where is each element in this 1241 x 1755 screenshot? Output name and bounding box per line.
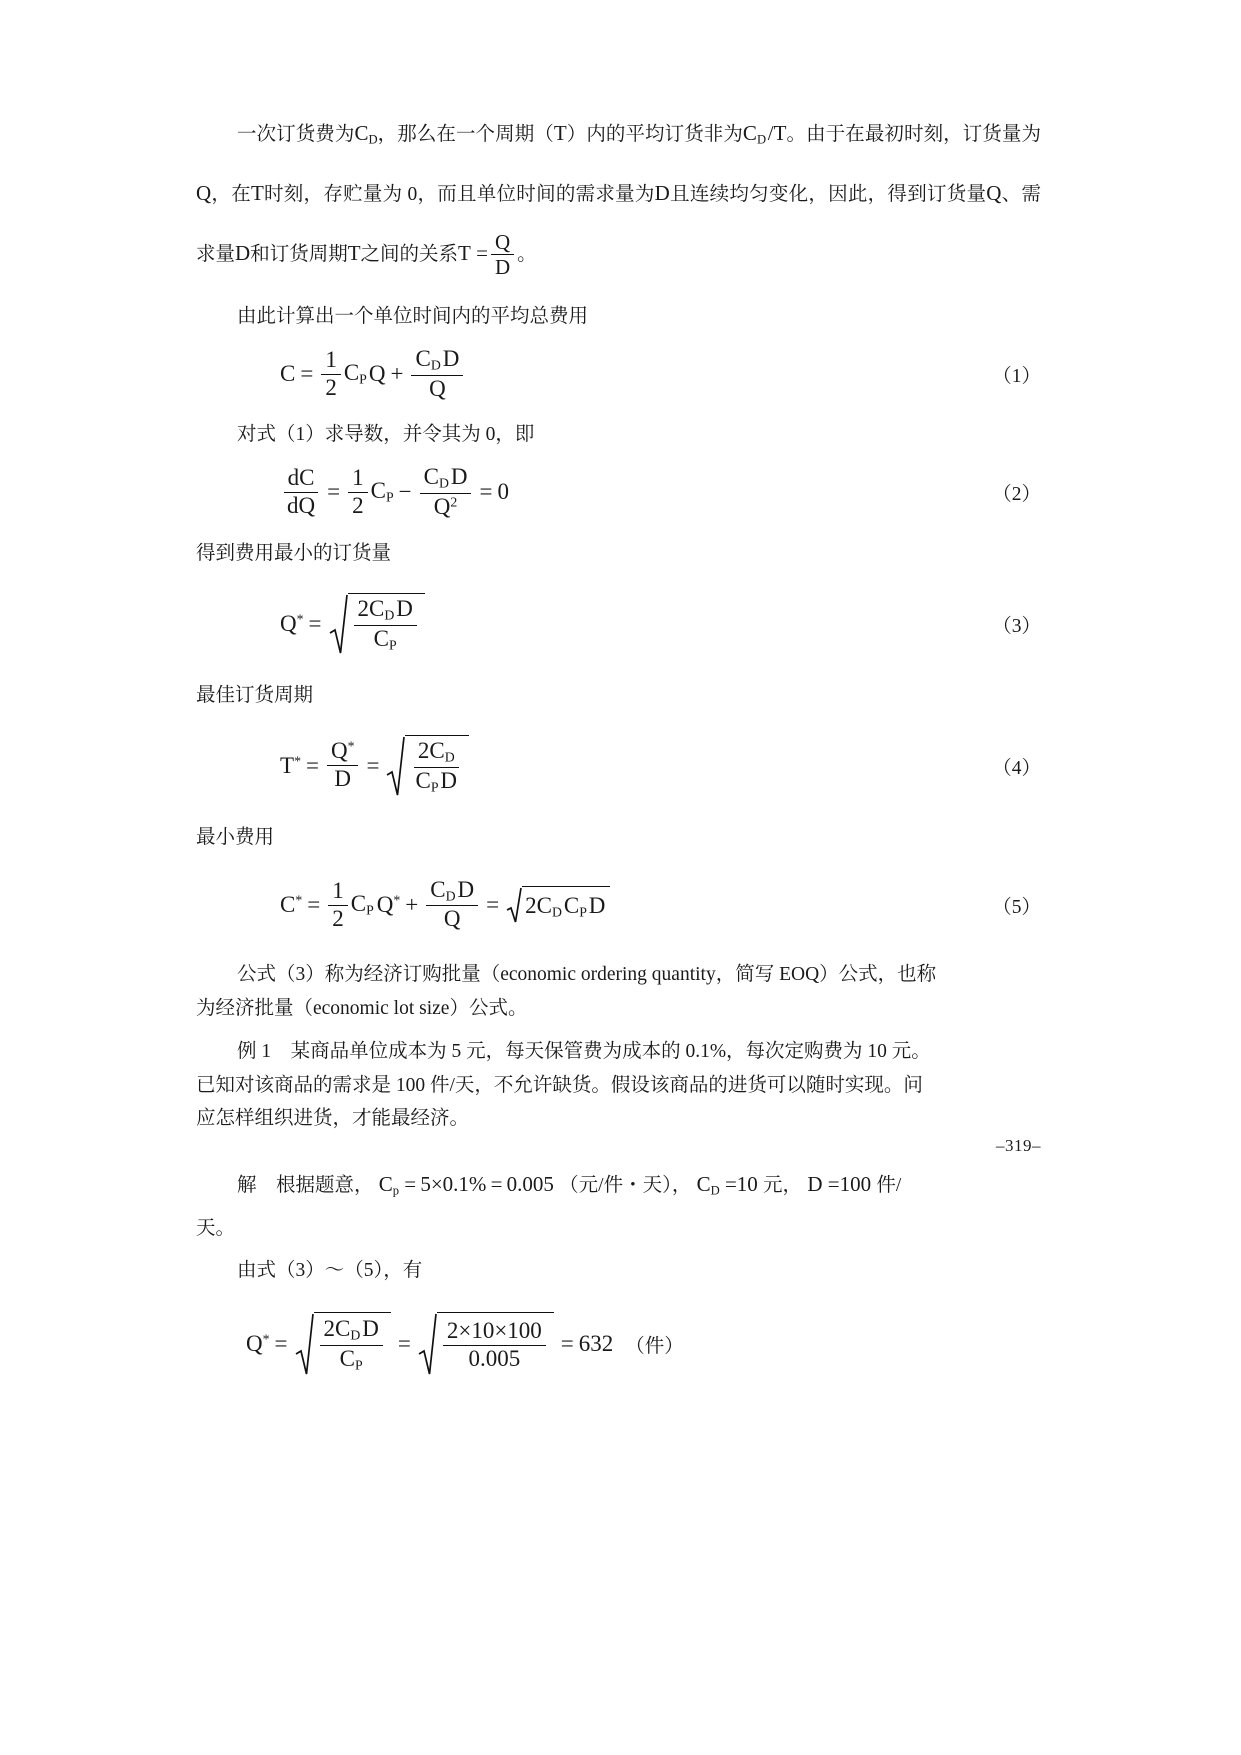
lead-average-cost-text: 由此计算出一个单位时间内的平均总费用 xyxy=(236,305,588,327)
lead-average-cost xyxy=(196,300,1041,334)
symbol-t-3: T xyxy=(347,240,361,265)
equation-4-body: T* = $\frac{Q^*}{D}$ = $\frac{2C_D}{C_P D}$ xyxy=(280,735,471,797)
lead-min-cost-text: 最小费用 xyxy=(196,826,275,848)
equation-3-number: （3） xyxy=(992,616,1041,637)
intro-text-12: 之间的关系 xyxy=(360,243,459,265)
intro-text-8: 且连续均匀 xyxy=(669,183,769,205)
symbol-t-1: T xyxy=(553,121,567,145)
eoq-note-line-2: 为经济批量（economic lot size）公式。 xyxy=(196,997,528,1019)
by-formulas-text: 由式（3）～（5），有 xyxy=(236,1259,423,1281)
symbol-d-1: D xyxy=(654,180,670,205)
lead-best-cycle xyxy=(196,679,1041,713)
intro-text-6: ，在 xyxy=(211,183,251,205)
inline-equation-t-equals-q-over-d: T = $\frac{Q}{D}$ xyxy=(458,241,517,265)
equation-1-number: （1） xyxy=(992,366,1041,388)
equation-4 xyxy=(196,729,1041,803)
intro-text-3: ）内的平均订货非为 xyxy=(566,124,743,145)
intro-text-9: 变化，因此，得到订货量 xyxy=(768,183,987,205)
radical-icon xyxy=(418,1312,437,1376)
intro-text-11: 和订货周期 xyxy=(250,243,348,265)
equation-3-body: Q* = $\frac{2C_D D}{C_P}$ xyxy=(280,593,427,655)
solution-label: 解 根据题意， xyxy=(236,1174,374,1196)
solution-cd-expression: $C_D =10$ xyxy=(691,1171,764,1198)
equation-2 xyxy=(196,465,1041,519)
intro-text-7: 时刻，存贮量为 0，而且单位时间的需求量为 xyxy=(263,183,655,205)
equation-2-number: （2） xyxy=(992,484,1041,506)
symbol-q-2: Q xyxy=(986,180,1002,205)
radical-icon xyxy=(506,886,522,924)
equation-5 xyxy=(196,870,1041,940)
intro-text-10: 、需求量 xyxy=(196,183,1041,265)
equation-3 xyxy=(196,587,1041,661)
lead-derivative-text: 对式（1）求导数，并令其为 0，即 xyxy=(236,423,535,445)
equation-1-body: C = $\frac{1}{2}$ $C_P$ Q + $\frac{C_D D}{Q}$ xyxy=(280,347,466,401)
equation-4-number: （4） xyxy=(992,757,1041,779)
radical-icon xyxy=(295,1312,314,1376)
symbol-d-2: D xyxy=(235,240,251,265)
symbol-q-1: Q xyxy=(196,180,212,205)
solution-line-2: 天。 xyxy=(196,1217,236,1239)
by-formulas-line xyxy=(196,1254,1041,1288)
solution-unit-3: 件/ xyxy=(876,1174,902,1196)
solution-paragraph xyxy=(196,1160,1041,1209)
lead-min-order-text: 得到费用最小的订货量 xyxy=(196,543,392,565)
equation-final-q-star xyxy=(196,1305,1041,1383)
solution-cp-expression: $C_p = 5\times 0.1\% = 0.005$ xyxy=(373,1171,560,1198)
solution-d-expression: D =100 xyxy=(802,1171,877,1196)
example-line-2: 已知对该商品的需求是 100 件/天，不允许缺货。假设该商品的进货可以随时实现。问 xyxy=(196,1074,923,1096)
equation-final-body: Q* = $\frac{2C_D D}{C_P}$ = $\frac{2\times 10\times 100}{0.005}$ = 632 （件） xyxy=(246,1312,684,1376)
lead-derivative xyxy=(196,418,1041,452)
intro-text-13: 。 xyxy=(517,243,537,265)
lead-min-cost xyxy=(196,821,1041,855)
example-line-1: 例 1 某商品单位成本为 5 元，每天保管费为成本的 0.1%，每次定购费为 10 元。 xyxy=(236,1041,931,1063)
symbol-cd-over-t: $C_D$ /T xyxy=(742,121,787,147)
solution-unit-1: （元/件・天）， xyxy=(559,1174,692,1196)
page-content xyxy=(196,104,1041,1383)
symbol-cd-1: $C_D$ xyxy=(354,121,378,147)
equation-1 xyxy=(196,347,1041,401)
example-paragraph xyxy=(196,1035,1041,1136)
lead-best-cycle-text: 最佳订货周期 xyxy=(196,685,314,706)
symbol-t-2: T xyxy=(250,180,264,205)
example-line-3: 应怎样组织进货，才能最经济。 xyxy=(196,1108,470,1130)
equation-5-number: （5） xyxy=(992,897,1041,919)
eoq-note-line-1: 公式（3）称为经济订购批量（economic ordering quantity，简写 EOQ）公式，也称 xyxy=(236,964,937,986)
lead-min-order xyxy=(196,537,1041,571)
equation-5-body: C* = $\frac{1}{2}$ $C_P$ Q* + $\frac{C_D D}{Q}$ = $2C_D$ $C_P$ D xyxy=(280,878,612,932)
intro-text-5: 时刻，订货量为 xyxy=(904,124,1041,145)
page-folio: –319– xyxy=(996,1136,1041,1155)
radical-icon xyxy=(329,593,348,655)
intro-text-4: 。由于在最初 xyxy=(786,124,904,145)
solution-unit-2: 元， xyxy=(763,1174,803,1196)
equation-2-body: $\frac{dC}{dQ}$ = $\frac{1}{2}$ $C_P$ − $\frac{C_D D}{Q^2}$ = 0 xyxy=(280,465,509,519)
eoq-note-paragraph xyxy=(196,958,1041,1025)
intro-text-1: 一次订货费为 xyxy=(236,124,355,145)
intro-paragraph xyxy=(196,104,1041,284)
radical-icon xyxy=(386,735,405,797)
intro-text-2: ，那么在一个周期（ xyxy=(377,124,554,145)
